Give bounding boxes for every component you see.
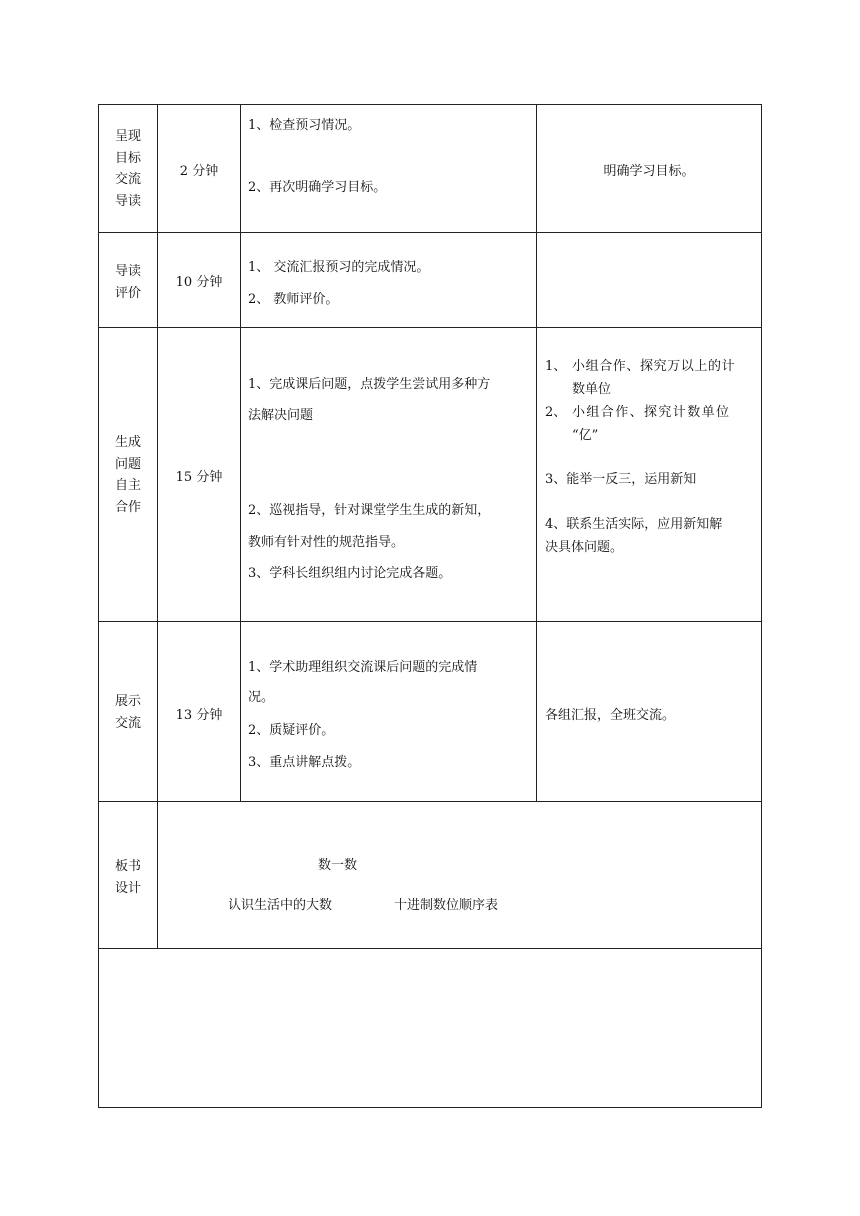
board-stage (103, 856, 153, 899)
row3-stage-line: 合作 (114, 499, 141, 515)
row2-stage (103, 261, 153, 304)
row4-teacher-1: 1、学术助理组织交流课后问题的完成情 (248, 660, 478, 675)
row3-teacher-1: 1、完成课后问题，点拨学生尝试用多种方 (248, 377, 491, 392)
row1-stage-line: 目标 (114, 150, 141, 166)
row1-time: 2 分钟 (179, 164, 219, 179)
row1-teacher-2: 2、再次明确学习目标。 (248, 180, 387, 195)
row4-stage-line: 交流 (114, 715, 141, 731)
row3-stage-line: 问题 (114, 456, 141, 472)
row3-teacher-4: 教师有针对性的规范指导。 (248, 535, 405, 550)
row4-teacher-4: 3、重点讲解点拨。 (248, 755, 361, 770)
row3-student-text-2a: 小组合作、探究计数单位 (572, 405, 731, 420)
row3-student-3: 3、能举一反三，运用新知 (545, 472, 697, 487)
row1-teacher-1: 1、检查预习情况。 (248, 118, 361, 133)
table-rule-2 (98, 327, 762, 328)
table-rule-3 (98, 621, 762, 622)
board-title: 数一数 (318, 858, 358, 873)
row2-time: 10 分钟 (175, 275, 223, 290)
row3-student-4b: 决具体问题。 (545, 540, 624, 555)
row3-time: 15 分钟 (175, 470, 223, 485)
stage-column-divider (157, 104, 158, 949)
table-border-left (98, 104, 99, 1108)
row2-stage-line: 导读 (114, 264, 141, 279)
board-stage-line: 设计 (114, 880, 141, 896)
row3-student-4a: 4、联系生活实际，应用新知解 (545, 517, 723, 532)
row3-student-num-2: 2、 (545, 405, 567, 420)
table-rule-4 (98, 801, 762, 802)
row3-teacher-3: 2、巡视指导，针对课堂学生生成的新知， (248, 503, 491, 518)
board-stage-line: 板书 (114, 859, 141, 874)
row1-stage-line: 呈现 (114, 129, 141, 144)
student-column-divider (536, 104, 537, 802)
row2-stage-line: 评价 (114, 285, 141, 301)
row3-stage-line: 自主 (114, 478, 141, 493)
row3-student-num-1: 1、 (545, 359, 567, 374)
row4-teacher-2: 况。 (248, 690, 275, 705)
row4-teacher-3: 2、质疑评价。 (248, 723, 335, 738)
row3-teacher-2: 法解决问题 (248, 408, 314, 423)
table-border-top (98, 104, 762, 105)
time-column-divider (240, 104, 241, 802)
row3-teacher-5: 3、学科长组织组内讨论完成各题。 (248, 566, 452, 581)
board-right: 十进制数位顺序表 (394, 898, 499, 913)
table-border-bottom (98, 1107, 762, 1108)
board-left: 认识生活中的大数 (228, 898, 333, 913)
row3-student-text-2b: “亿” (572, 428, 599, 443)
row4-stage-line: 展示 (114, 694, 141, 709)
row4-stage (103, 691, 153, 734)
row1-student: 明确学习目标。 (603, 164, 695, 179)
row1-stage-line: 导读 (114, 193, 141, 209)
table-border-right (761, 104, 762, 1108)
table-rule-5 (98, 948, 762, 949)
row3-student-text-1a: 小组合作、探究万以上的计 (572, 359, 736, 374)
row3-stage (103, 432, 153, 518)
row2-teacher-2: 2、 教师评价。 (248, 292, 339, 307)
table-rule-1 (98, 232, 762, 233)
row4-student: 各组汇报，全班交流。 (545, 708, 676, 723)
row3-stage-line: 生成 (114, 435, 141, 450)
row4-time: 13 分钟 (175, 708, 223, 723)
row1-stage (103, 126, 153, 212)
row3-student-text-1b: 数单位 (572, 382, 612, 397)
row2-teacher-1: 1、 交流汇报预习的完成情况。 (248, 260, 430, 275)
row1-stage-line: 交流 (114, 172, 141, 187)
